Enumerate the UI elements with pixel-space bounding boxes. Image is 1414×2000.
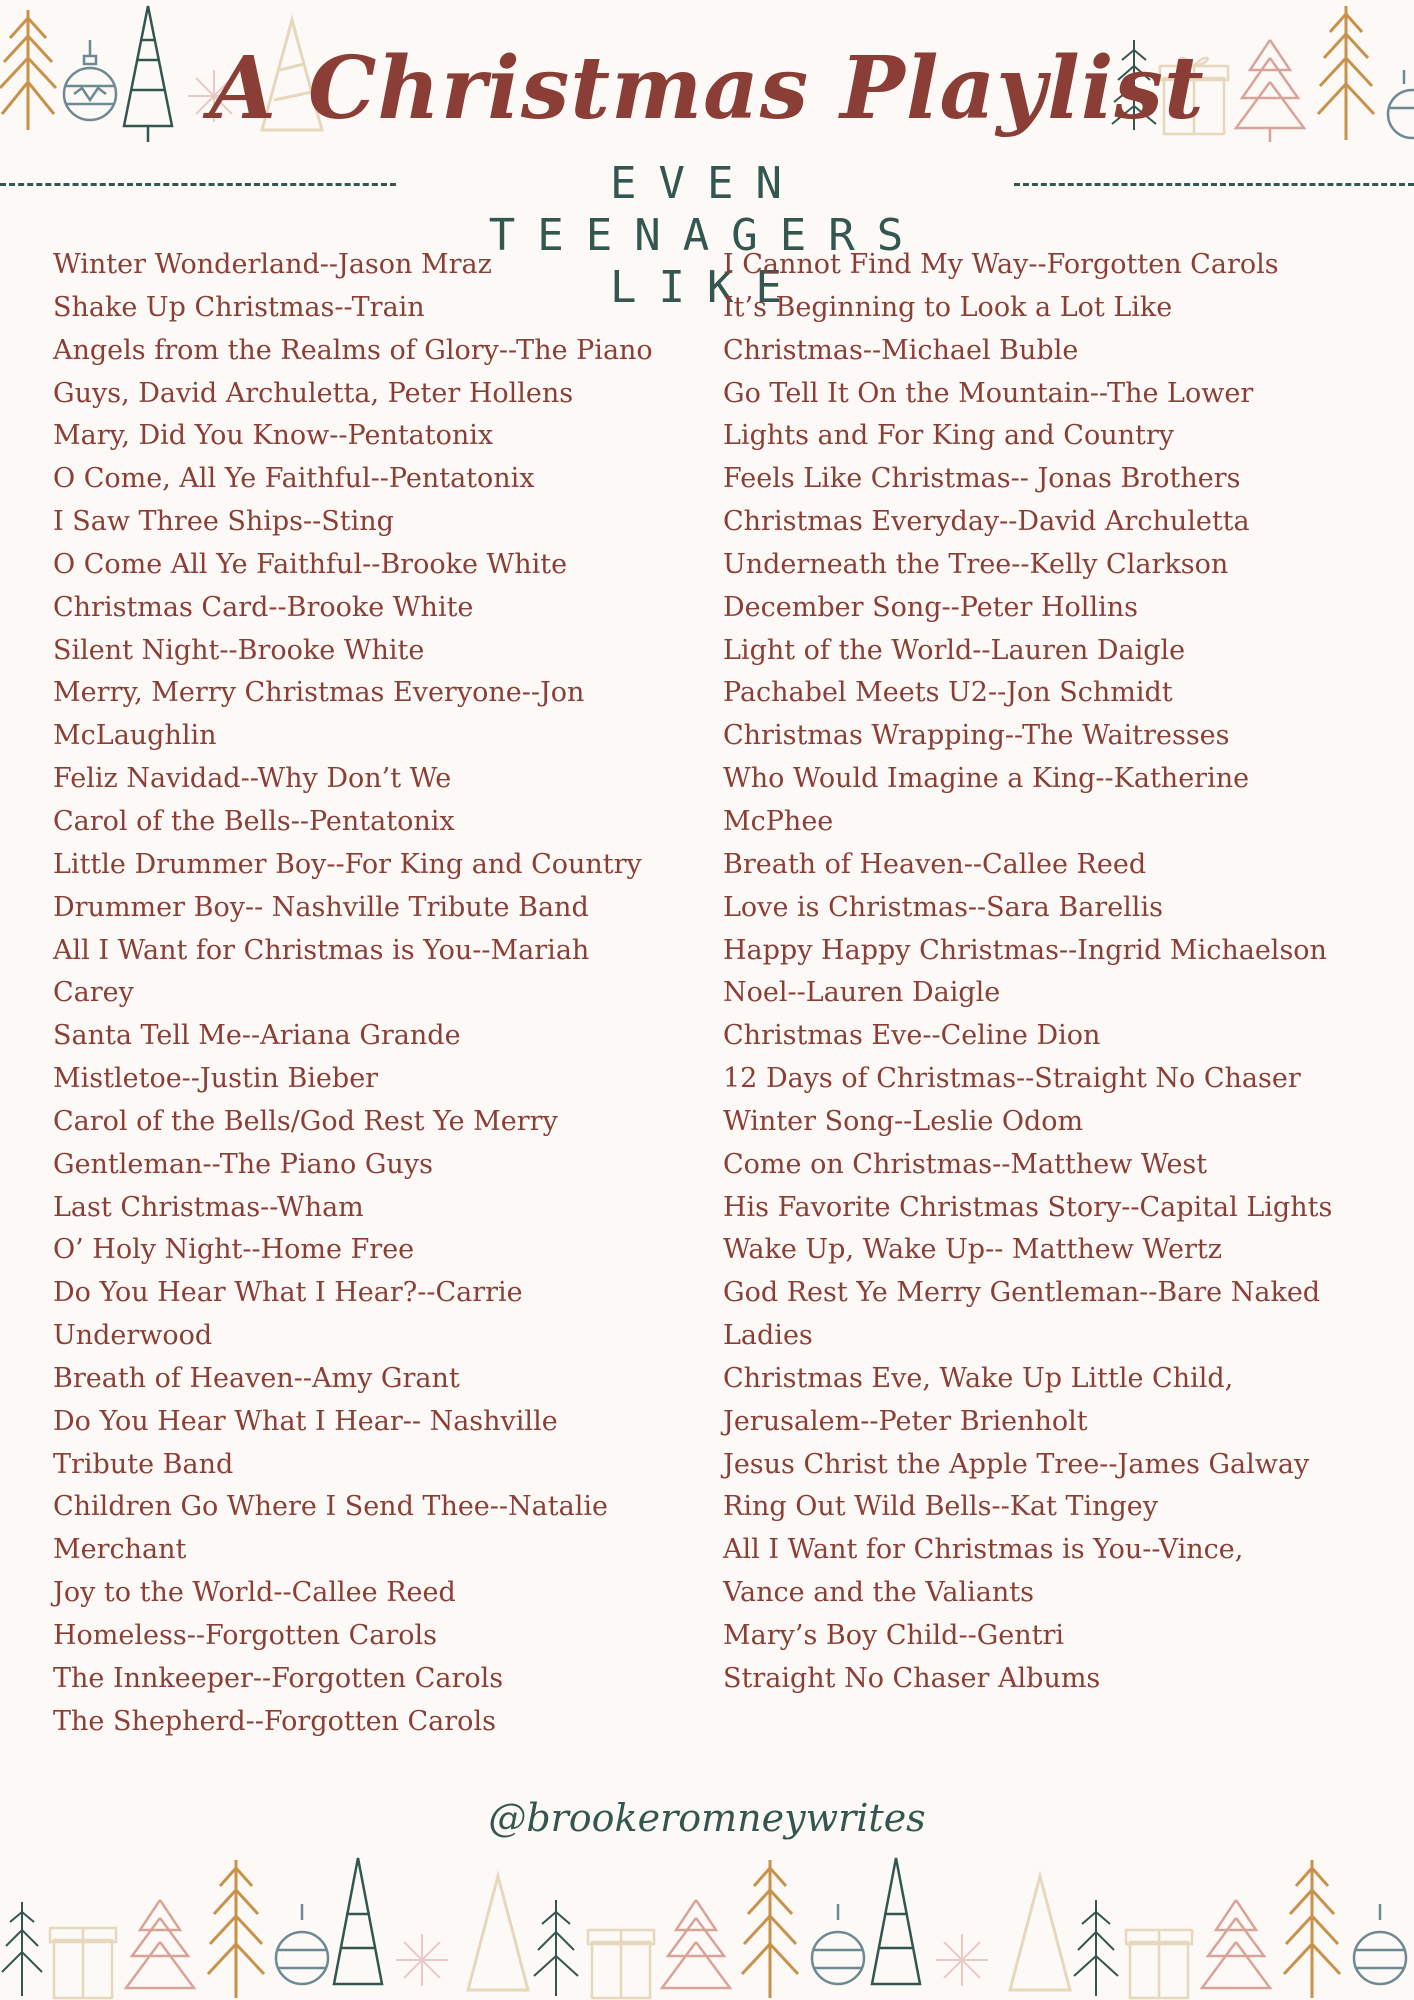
playlist-line: Do You Hear What I Hear-- Nashville <box>53 1405 558 1437</box>
playlist-line: Straight No Chaser Albums <box>723 1662 1101 1694</box>
divider <box>0 183 396 186</box>
playlist-line: McLaughlin <box>53 720 217 752</box>
playlist-line: I Saw Three Ships--Sting <box>53 506 394 538</box>
playlist-line: Ladies <box>723 1320 813 1352</box>
playlist-line: Ring Out Wild Bells--Kat Tingey <box>723 1491 1159 1523</box>
playlist-line: The Shepherd--Forgotten Carols <box>53 1705 496 1737</box>
playlist-line: I Cannot Find My Way--Forgotten Carols <box>723 249 1279 280</box>
christmas-tree-icon <box>742 1860 798 1998</box>
christmas-tree-icon <box>1202 1900 1270 1988</box>
playlist-line: Come on Christmas--Matthew West <box>723 1148 1208 1180</box>
playlist-line: Winter Wonderland--Jason Mraz <box>53 249 492 280</box>
playlist-line: Santa Tell Me--Ariana Grande <box>53 1020 461 1052</box>
page-title: A Christmas Playlist <box>209 38 1205 139</box>
playlist-line: All I Want for Christmas is You--Mariah <box>53 934 590 966</box>
playlist-line: Merchant <box>53 1534 187 1566</box>
christmas-tree-icon <box>1074 1900 1118 1996</box>
playlist-line: The Innkeeper--Forgotten Carols <box>53 1662 504 1694</box>
christmas-tree-icon <box>1284 1860 1340 1998</box>
playlist-line: Breath of Heaven--Callee Reed <box>723 848 1147 880</box>
playlist-line: Mary, Did You Know--Pentatonix <box>53 420 494 452</box>
bottom-decoration-band <box>0 1850 1414 2000</box>
playlist-line: Love is Christmas--Sara Barellis <box>723 891 1163 923</box>
gift-box-icon <box>588 1930 654 1998</box>
playlist-line: Christmas--Michael Buble <box>723 334 1079 366</box>
social-handle: @brookeromneywrites <box>488 1796 926 1840</box>
playlist-line: Joy to the World--Callee Reed <box>53 1577 456 1609</box>
gift-box-icon <box>1126 1930 1192 1998</box>
playlist-line: Winter Song--Leslie Odom <box>723 1105 1084 1137</box>
snowflake-icon <box>936 1934 988 1986</box>
playlist-line: Noel--Lauren Daigle <box>723 977 1001 1009</box>
playlist-line: Tribute Band <box>53 1448 234 1480</box>
playlist-line: McPhee <box>723 805 834 837</box>
playlist-line: All I Want for Christmas is You--Vince, <box>723 1534 1244 1566</box>
christmas-tree-icon <box>1010 1876 1070 1990</box>
christmas-tree-icon <box>872 1858 920 1984</box>
playlist-line: Jesus Christ the Apple Tree--James Galway <box>723 1448 1310 1480</box>
christmas-tree-icon <box>334 1858 382 1984</box>
playlist-line: Wake Up, Wake Up-- Matthew Wertz <box>723 1234 1222 1266</box>
playlist-line: Gentleman--The Piano Guys <box>53 1148 433 1180</box>
playlist-line: Carol of the Bells--Pentatonix <box>53 805 455 837</box>
playlist-line: Christmas Wrapping--The Waitresses <box>723 720 1230 752</box>
christmas-tree-icon <box>534 1900 578 1996</box>
playlist-line: Do You Hear What I Hear?--Carrie <box>53 1277 523 1309</box>
playlist-line: Christmas Eve--Celine Dion <box>723 1020 1101 1052</box>
playlist-line: December Song--Peter Hollins <box>723 591 1138 623</box>
christmas-tree-icon <box>126 1900 194 1988</box>
playlist-line: Underneath the Tree--Kelly Clarkson <box>723 548 1229 580</box>
playlist-line: Go Tell It On the Mountain--The Lower <box>723 377 1254 409</box>
playlist-line: Mary’s Boy Child--Gentri <box>723 1620 1065 1651</box>
playlist-line: Christmas Everyday--David Archuletta <box>723 506 1250 538</box>
playlist-line: Light of the World--Lauren Daigle <box>723 634 1186 666</box>
playlist-line: Guys, David Archuletta, Peter Hollens <box>53 377 574 409</box>
playlist-line: Homeless--Forgotten Carols <box>53 1620 437 1651</box>
playlist-line: Lights and For King and Country <box>723 420 1174 452</box>
christmas-tree-icon <box>2 1902 42 1996</box>
playlist-line: Shake Up Christmas--Train <box>53 291 425 323</box>
playlist-line: His Favorite Christmas Story--Capital Lights <box>723 1191 1333 1223</box>
playlist-line: 12 Days of Christmas--Straight No Chaser <box>723 1063 1301 1095</box>
playlist-line: Little Drummer Boy--For King and Country <box>53 848 642 880</box>
playlist-column-right <box>723 244 1332 1701</box>
playlist-line: Feliz Navidad--Why Don’t We <box>53 763 452 795</box>
playlist-line: Breath of Heaven--Amy Grant <box>53 1362 460 1394</box>
playlist-line: Christmas Eve, Wake Up Little Child, <box>723 1362 1234 1394</box>
playlist-line: Feels Like Christmas-- Jonas Brothers <box>723 463 1241 495</box>
playlist-line: Mistletoe--Justin Bieber <box>53 1063 379 1095</box>
christmas-tree-icon <box>468 1876 528 1990</box>
page-subtitle: EVEN TEENAGERS LIKE <box>488 158 926 313</box>
snowflake-icon <box>396 1934 448 1986</box>
playlist-line: Jerusalem--Peter Brienholt <box>723 1405 1088 1437</box>
christmas-tree-icon <box>662 1900 730 1988</box>
gift-box-icon <box>50 1928 116 1998</box>
christmas-tree-icon <box>208 1860 264 1998</box>
playlist-line: O Come All Ye Faithful--Brooke White <box>53 548 568 580</box>
playlist-line: Merry, Merry Christmas Everyone--Jon <box>53 677 585 709</box>
playlist-line: Silent Night--Brooke White <box>53 634 425 666</box>
playlist-line: Christmas Card--Brooke White <box>53 591 474 623</box>
playlist-line: It’s Beginning to Look a Lot Like <box>723 291 1173 323</box>
ornament-icon <box>812 1904 864 1984</box>
playlist-line: Happy Happy Christmas--Ingrid Michaelson <box>723 934 1327 966</box>
playlist-line: O’ Holy Night--Home Free <box>53 1234 415 1266</box>
ornament-icon <box>276 1904 328 1984</box>
playlist-line: Underwood <box>53 1320 213 1352</box>
playlist-line: God Rest Ye Merry Gentleman--Bare Naked <box>723 1277 1321 1309</box>
ornament-icon <box>1354 1904 1406 1984</box>
divider <box>1014 183 1414 186</box>
playlist-column-left <box>53 244 653 1744</box>
playlist-line: Vance and the Valiants <box>723 1577 1034 1609</box>
playlist-line: Carey <box>53 977 134 1009</box>
playlist-line: Carol of the Bells/God Rest Ye Merry <box>53 1105 558 1137</box>
playlist-line: Last Christmas--Wham <box>53 1191 364 1223</box>
playlist-line: Angels from the Realms of Glory--The Piano <box>53 334 653 366</box>
playlist-line: O Come, All Ye Faithful--Pentatonix <box>53 463 535 495</box>
playlist-line: Pachabel Meets U2--Jon Schmidt <box>723 677 1173 709</box>
playlist-line: Children Go Where I Send Thee--Natalie <box>53 1491 608 1523</box>
playlist-line: Who Would Imagine a King--Katherine <box>723 763 1250 795</box>
playlist-line: Drummer Boy-- Nashville Tribute Band <box>53 891 589 923</box>
